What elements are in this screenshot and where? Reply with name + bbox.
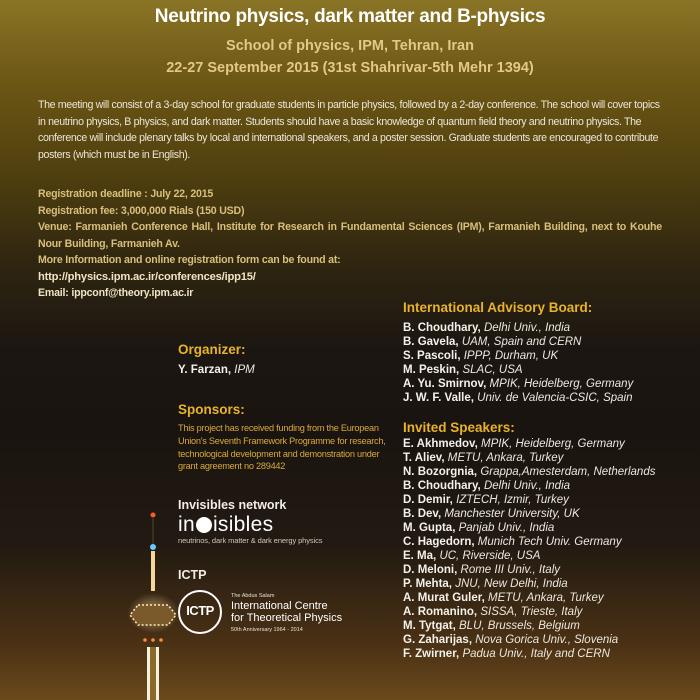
person-entry xyxy=(403,549,700,563)
ictp-label: ICTP xyxy=(178,568,207,582)
ictp-name-line2: for Theoretical Physics xyxy=(231,612,343,624)
invisibles-logo-suffix: isibles xyxy=(212,513,274,536)
person-affiliation: MPIK, Heidelberg, Germany xyxy=(480,438,625,450)
invisibles-network-section xyxy=(178,498,398,545)
organizer-name: Y. Farzan, xyxy=(178,364,232,376)
person-affiliation: SISSA, Trieste, Italy xyxy=(480,606,583,618)
person-name: N. Bozorgnia, xyxy=(403,466,478,478)
invited-speakers-section xyxy=(403,420,700,661)
person-affiliation: Padua Univ., Italy and CERN xyxy=(462,648,610,660)
person-affiliation: UC, Riverside, USA xyxy=(439,550,541,562)
person-entry xyxy=(403,591,700,605)
person-name: B. Choudhary, xyxy=(403,480,481,492)
advisory-board-list xyxy=(403,321,700,405)
person-name: M. Peskin, xyxy=(403,364,460,376)
person-entry xyxy=(403,633,700,647)
person-name: E. Akhmedov, xyxy=(403,438,478,450)
conference-url-link[interactable]: http://physics.ipm.ac.ir/conferences/ipp15/ xyxy=(38,270,256,283)
invited-speakers-heading: Invited Speakers: xyxy=(403,420,515,435)
registration-fee: Registration fee: 3,000,000 Rials (150 USD) xyxy=(38,204,245,217)
person-affiliation: IZTECH, Izmir, Turkey xyxy=(456,494,569,506)
ictp-logo xyxy=(178,590,398,640)
person-name: C. Hagedorn, xyxy=(403,536,475,548)
person-name: B. Choudhary, xyxy=(403,322,481,334)
tower-spire xyxy=(151,551,155,591)
person-affiliation: Delhi Univ., India xyxy=(483,322,571,334)
registration-deadline: Registration deadline : July 22, 2015 xyxy=(38,188,214,200)
tower-ring-light xyxy=(143,638,147,642)
person-entry xyxy=(403,493,700,507)
person-affiliation: Manchester University, UK xyxy=(444,508,580,520)
tower-head xyxy=(130,605,176,625)
ictp-ring-text: ICTP xyxy=(186,603,214,618)
organizer-section xyxy=(178,342,398,377)
person-name: P. Mehta, xyxy=(403,578,452,590)
person-affiliation: Rome III Univ., Italy xyxy=(460,564,560,576)
sponsors-heading: Sponsors: xyxy=(178,402,245,417)
person-entry xyxy=(403,363,700,377)
tower-shaft-left xyxy=(147,647,150,700)
person-affiliation: UAM, Spain and CERN xyxy=(461,336,582,348)
person-affiliation: MPIK, Heidelberg, Germany xyxy=(489,378,634,390)
invisibles-tagline: neutrinos, dark matter & dark energy physics xyxy=(178,536,323,545)
registration-info xyxy=(38,186,662,302)
person-name: G. Zaharijas, xyxy=(403,634,473,646)
ictp-anniversary: 50th Anniversary 1964 - 2014 xyxy=(231,627,303,633)
person-entry xyxy=(403,507,700,521)
tower-blue-light xyxy=(150,544,156,550)
tower-ring-light xyxy=(151,638,155,642)
person-entry xyxy=(403,349,700,363)
contact-email-link[interactable]: Email: ippconf@theory.ipm.ac.ir xyxy=(38,287,194,299)
advisory-board-heading: International Advisory Board: xyxy=(403,300,593,315)
person-entry xyxy=(403,465,700,479)
tower-shaft-core xyxy=(150,647,156,700)
person-affiliation: SLAC, USA xyxy=(462,364,523,376)
person-name: E. Ma, xyxy=(403,550,437,562)
person-name: A. Yu. Smirnov, xyxy=(403,378,487,390)
person-affiliation: METU, Ankara, Turkey xyxy=(447,452,564,464)
person-name: T. Aliev, xyxy=(403,452,445,464)
person-name: F. Zwirner, xyxy=(403,648,460,660)
person-entry xyxy=(403,535,700,549)
milad-tower-image xyxy=(118,495,188,700)
person-entry xyxy=(403,577,700,591)
person-affiliation: Grappa,Amesterdam, Netherlands xyxy=(480,466,656,478)
person-entry xyxy=(403,377,700,391)
tower-top-light xyxy=(151,513,156,518)
sponsors-text: This project has received funding from the European Union's Seventh Framework Programme for research, technological development and demonstration under grant agreement no 289442 xyxy=(178,423,386,472)
person-affiliation: Munich Tech Univ. Germany xyxy=(477,536,622,548)
more-info-text: More Information and online registration form can be found at: xyxy=(38,254,341,266)
person-name: J. W. F. Valle, xyxy=(403,392,474,404)
event-location: School of physics, IPM, Tehran, Iran xyxy=(226,38,474,54)
person-name: M. Tytgat, xyxy=(403,620,456,632)
organizer-affiliation: IPM xyxy=(234,364,255,376)
person-entry xyxy=(403,521,700,535)
organizer-heading: Organizer: xyxy=(178,342,246,357)
person-name: B. Dev, xyxy=(403,508,442,520)
person-entry xyxy=(403,321,700,335)
person-name: D. Demir, xyxy=(403,494,453,506)
person-affiliation: Delhi Univ., India xyxy=(483,480,571,492)
person-entry xyxy=(403,563,700,577)
poster-title: Neutrino physics, dark matter and B-physics xyxy=(154,6,546,27)
person-affiliation: IPPP, Durham, UK xyxy=(463,350,559,362)
person-name: A. Romanino, xyxy=(403,606,478,618)
person-name: A. Murat Guler, xyxy=(403,592,485,604)
person-entry xyxy=(403,335,700,349)
person-affiliation: Panjab Univ., India xyxy=(458,522,555,534)
person-affiliation: METU, Ankara, Turkey xyxy=(488,592,604,604)
person-entry xyxy=(403,647,700,661)
person-entry xyxy=(403,605,700,619)
intro-paragraph: The meeting will consist of a 3-day school for graduate students in particle physics, followed by a 2-day conference. The school will cover topics in neutrino physics, B physics, and dark matter. Students should have a basic knowledge of quantum field theory and neutrino physics. The conference will include plenary talks by local and international speakers, and a poster session. Graduate students are encouraged to contribute posters (which must be in English). xyxy=(38,99,660,161)
person-entry xyxy=(403,619,700,633)
person-name: M. Gupta, xyxy=(403,522,456,534)
person-affiliation: Univ. de Valencia-CSIC, Spain xyxy=(477,392,633,404)
person-entry xyxy=(403,479,700,493)
ictp-small-text: The Abdus Salam xyxy=(231,593,275,599)
tower-ring-light xyxy=(159,638,163,642)
person-entry xyxy=(403,437,700,451)
advisory-board-section xyxy=(403,300,700,405)
invisibles-network-label: Invisibles network xyxy=(178,498,287,512)
invisibles-logo-mark-icon xyxy=(196,517,212,533)
person-affiliation: JNU, New Delhi, India xyxy=(455,578,568,590)
person-name: S. Pascoli, xyxy=(403,350,461,362)
person-affiliation: Nova Gorica Univ., Slovenia xyxy=(475,634,619,646)
person-name: B. Gavela, xyxy=(403,336,459,348)
person-entry xyxy=(403,451,700,465)
invisibles-logo-prefix: in xyxy=(178,513,195,536)
ictp-name-line1: International Centre xyxy=(231,600,328,612)
organizer-entry xyxy=(178,363,398,377)
person-entry xyxy=(403,391,700,405)
ictp-section xyxy=(178,568,398,640)
event-dates: 22-27 September 2015 (31st Shahrivar-5th Mehr 1394) xyxy=(166,60,534,76)
venue: Venue: Farmanieh Conference Hall, Institute for Research in Fundamental Sciences (IPM), Farmanieh Building, next to Kouhe Nour Building, Farmanieh Av. xyxy=(38,221,662,250)
person-name: D. Meloni, xyxy=(403,564,458,576)
invisibles-logo xyxy=(178,514,398,536)
sponsors-section xyxy=(178,402,398,473)
tower-shaft-right xyxy=(156,647,159,700)
person-affiliation: BLU, Brussels, Belgium xyxy=(459,620,580,632)
invited-speakers-list xyxy=(403,437,700,661)
